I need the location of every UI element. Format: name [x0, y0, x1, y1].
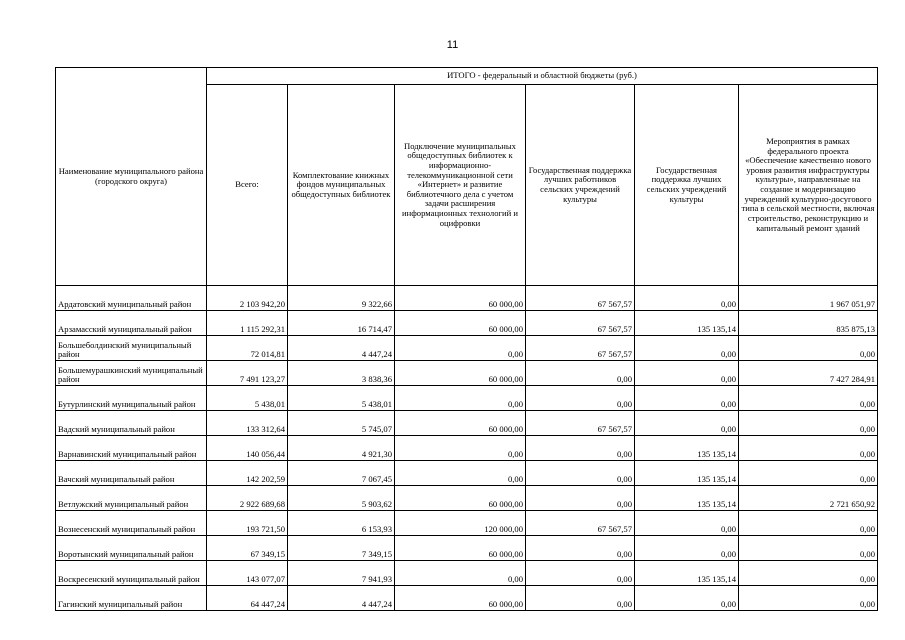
name-column-header: Наименование муниципального района (городского округа)	[56, 68, 207, 286]
amount-cell: 60 000,00	[395, 486, 526, 511]
amount-cell: 135 135,14	[635, 486, 739, 511]
column-header-best-institutions: Государственная поддержка лучших сельских учреждений культуры	[635, 85, 739, 286]
budget-group-header: ИТОГО - федеральный и областной бюджеты (руб.)	[207, 68, 878, 85]
amount-cell: 143 077,07	[207, 561, 288, 586]
amount-cell: 0,00	[526, 461, 635, 486]
amount-cell: 0,00	[526, 561, 635, 586]
amount-cell: 0,00	[635, 361, 739, 386]
amount-cell: 4 447,24	[288, 586, 395, 611]
column-header-infrastructure: Мероприятия в рамках федерального проекта «Обеспечение качественно нового уровня развития инфраструктуры культуры», направленные на создание и модернизацию учреждений культурно-досугового типа в сельской местности, включая строительство, реконструкцию и капитальный ремонт зданий	[739, 85, 878, 286]
district-name-cell: Большеболдинский муниципальный район	[56, 336, 207, 361]
amount-cell: 0,00	[395, 386, 526, 411]
amount-cell: 0,00	[395, 561, 526, 586]
amount-cell: 0,00	[739, 586, 878, 611]
district-name-cell: Вознесенский муниципальный район	[56, 511, 207, 536]
amount-cell: 0,00	[526, 361, 635, 386]
amount-cell: 0,00	[395, 336, 526, 361]
table-row	[56, 586, 878, 611]
amount-cell: 0,00	[739, 386, 878, 411]
amount-cell: 0,00	[395, 436, 526, 461]
amount-cell: 7 491 123,27	[207, 361, 288, 386]
page-number: 11	[446, 39, 459, 51]
amount-cell: 67 567,57	[526, 286, 635, 311]
amount-cell: 7 427 284,91	[739, 361, 878, 386]
amount-cell: 120 000,00	[395, 511, 526, 536]
amount-cell: 60 000,00	[395, 361, 526, 386]
district-name-cell: Ардатовский муниципальный район	[56, 286, 207, 311]
amount-cell: 135 135,14	[635, 311, 739, 336]
table-row	[56, 436, 878, 461]
district-name-cell: Большемурашкинский муниципальный район	[56, 361, 207, 386]
amount-cell: 0,00	[635, 411, 739, 436]
amount-cell: 0,00	[526, 586, 635, 611]
amount-cell: 0,00	[739, 461, 878, 486]
amount-cell: 60 000,00	[395, 411, 526, 436]
amount-cell: 67 567,57	[526, 311, 635, 336]
amount-cell: 7 941,93	[288, 561, 395, 586]
amount-cell: 142 202,59	[207, 461, 288, 486]
column-header-internet: Подключение муниципальных общедоступных библиотек к информационно-телекоммуникационной сети «Интернет» и развитие библиотечного дела с учетом задачи расширения информационных технологий и оцифровки	[395, 85, 526, 286]
amount-cell: 0,00	[739, 436, 878, 461]
amount-cell: 5 438,01	[288, 386, 395, 411]
table-row	[56, 536, 878, 561]
table-row	[56, 486, 878, 511]
amount-cell: 0,00	[739, 411, 878, 436]
amount-cell: 0,00	[635, 511, 739, 536]
table-row	[56, 511, 878, 536]
amount-cell: 60 000,00	[395, 286, 526, 311]
district-name-cell: Вадский муниципальный район	[56, 411, 207, 436]
table-row	[56, 311, 878, 336]
amount-cell: 2 721 650,92	[739, 486, 878, 511]
amount-cell: 135 135,14	[635, 561, 739, 586]
amount-cell: 0,00	[635, 386, 739, 411]
amount-cell: 2 922 689,68	[207, 486, 288, 511]
amount-cell: 1 115 292,31	[207, 311, 288, 336]
amount-cell: 135 135,14	[635, 461, 739, 486]
amount-cell: 2 103 942,20	[207, 286, 288, 311]
amount-cell: 5 745,07	[288, 411, 395, 436]
district-name-cell: Ветлужский муниципальный район	[56, 486, 207, 511]
district-name-cell: Варнавинский муниципальный район	[56, 436, 207, 461]
amount-cell: 16 714,47	[288, 311, 395, 336]
amount-cell: 133 312,64	[207, 411, 288, 436]
amount-cell: 67 567,57	[526, 336, 635, 361]
amount-cell: 0,00	[635, 336, 739, 361]
amount-cell: 135 135,14	[635, 436, 739, 461]
amount-cell: 4 921,30	[288, 436, 395, 461]
amount-cell: 0,00	[395, 461, 526, 486]
amount-cell: 0,00	[526, 536, 635, 561]
table-row	[56, 386, 878, 411]
amount-cell: 0,00	[635, 286, 739, 311]
amount-cell: 0,00	[526, 436, 635, 461]
table-row	[56, 461, 878, 486]
amount-cell: 60 000,00	[395, 536, 526, 561]
amount-cell: 0,00	[739, 336, 878, 361]
amount-cell: 67 567,57	[526, 511, 635, 536]
table-row	[56, 286, 878, 311]
amount-cell: 193 721,50	[207, 511, 288, 536]
amount-cell: 4 447,24	[288, 336, 395, 361]
amount-cell: 0,00	[635, 536, 739, 561]
column-header-total: Всего:	[207, 85, 288, 286]
district-name-cell: Воскресенский муниципальный район	[56, 561, 207, 586]
amount-cell: 60 000,00	[395, 586, 526, 611]
district-name-cell: Воротынский муниципальный район	[56, 536, 207, 561]
table-row	[56, 361, 878, 386]
table-row	[56, 411, 878, 436]
district-name-cell: Гагинский муниципальный район	[56, 586, 207, 611]
amount-cell: 60 000,00	[395, 311, 526, 336]
amount-cell: 0,00	[526, 486, 635, 511]
amount-cell: 7 349,15	[288, 536, 395, 561]
amount-cell: 1 967 051,97	[739, 286, 878, 311]
budget-table	[55, 67, 878, 611]
amount-cell: 140 056,44	[207, 436, 288, 461]
amount-cell: 835 875,13	[739, 311, 878, 336]
amount-cell: 0,00	[739, 561, 878, 586]
amount-cell: 5 903,62	[288, 486, 395, 511]
amount-cell: 0,00	[739, 536, 878, 561]
amount-cell: 3 838,36	[288, 361, 395, 386]
amount-cell: 67 567,57	[526, 411, 635, 436]
amount-cell: 0,00	[739, 511, 878, 536]
amount-cell: 72 014,81	[207, 336, 288, 361]
district-name-cell: Вачский муниципальный район	[56, 461, 207, 486]
table-row	[56, 336, 878, 361]
amount-cell: 5 438,01	[207, 386, 288, 411]
district-name-cell: Бутурлинский муниципальный район	[56, 386, 207, 411]
amount-cell: 7 067,45	[288, 461, 395, 486]
amount-cell: 6 153,93	[288, 511, 395, 536]
amount-cell: 0,00	[635, 586, 739, 611]
table-row	[56, 561, 878, 586]
district-name-cell: Арзамасский муниципальный район	[56, 311, 207, 336]
amount-cell: 9 322,66	[288, 286, 395, 311]
amount-cell: 67 349,15	[207, 536, 288, 561]
column-header-book-funds: Комплектование книжных фондов муниципальных общедоступных библиотек	[288, 85, 395, 286]
amount-cell: 0,00	[526, 386, 635, 411]
column-header-best-workers: Государственная поддержка лучших работников сельских учреждений культуры	[526, 85, 635, 286]
amount-cell: 64 447,24	[207, 586, 288, 611]
